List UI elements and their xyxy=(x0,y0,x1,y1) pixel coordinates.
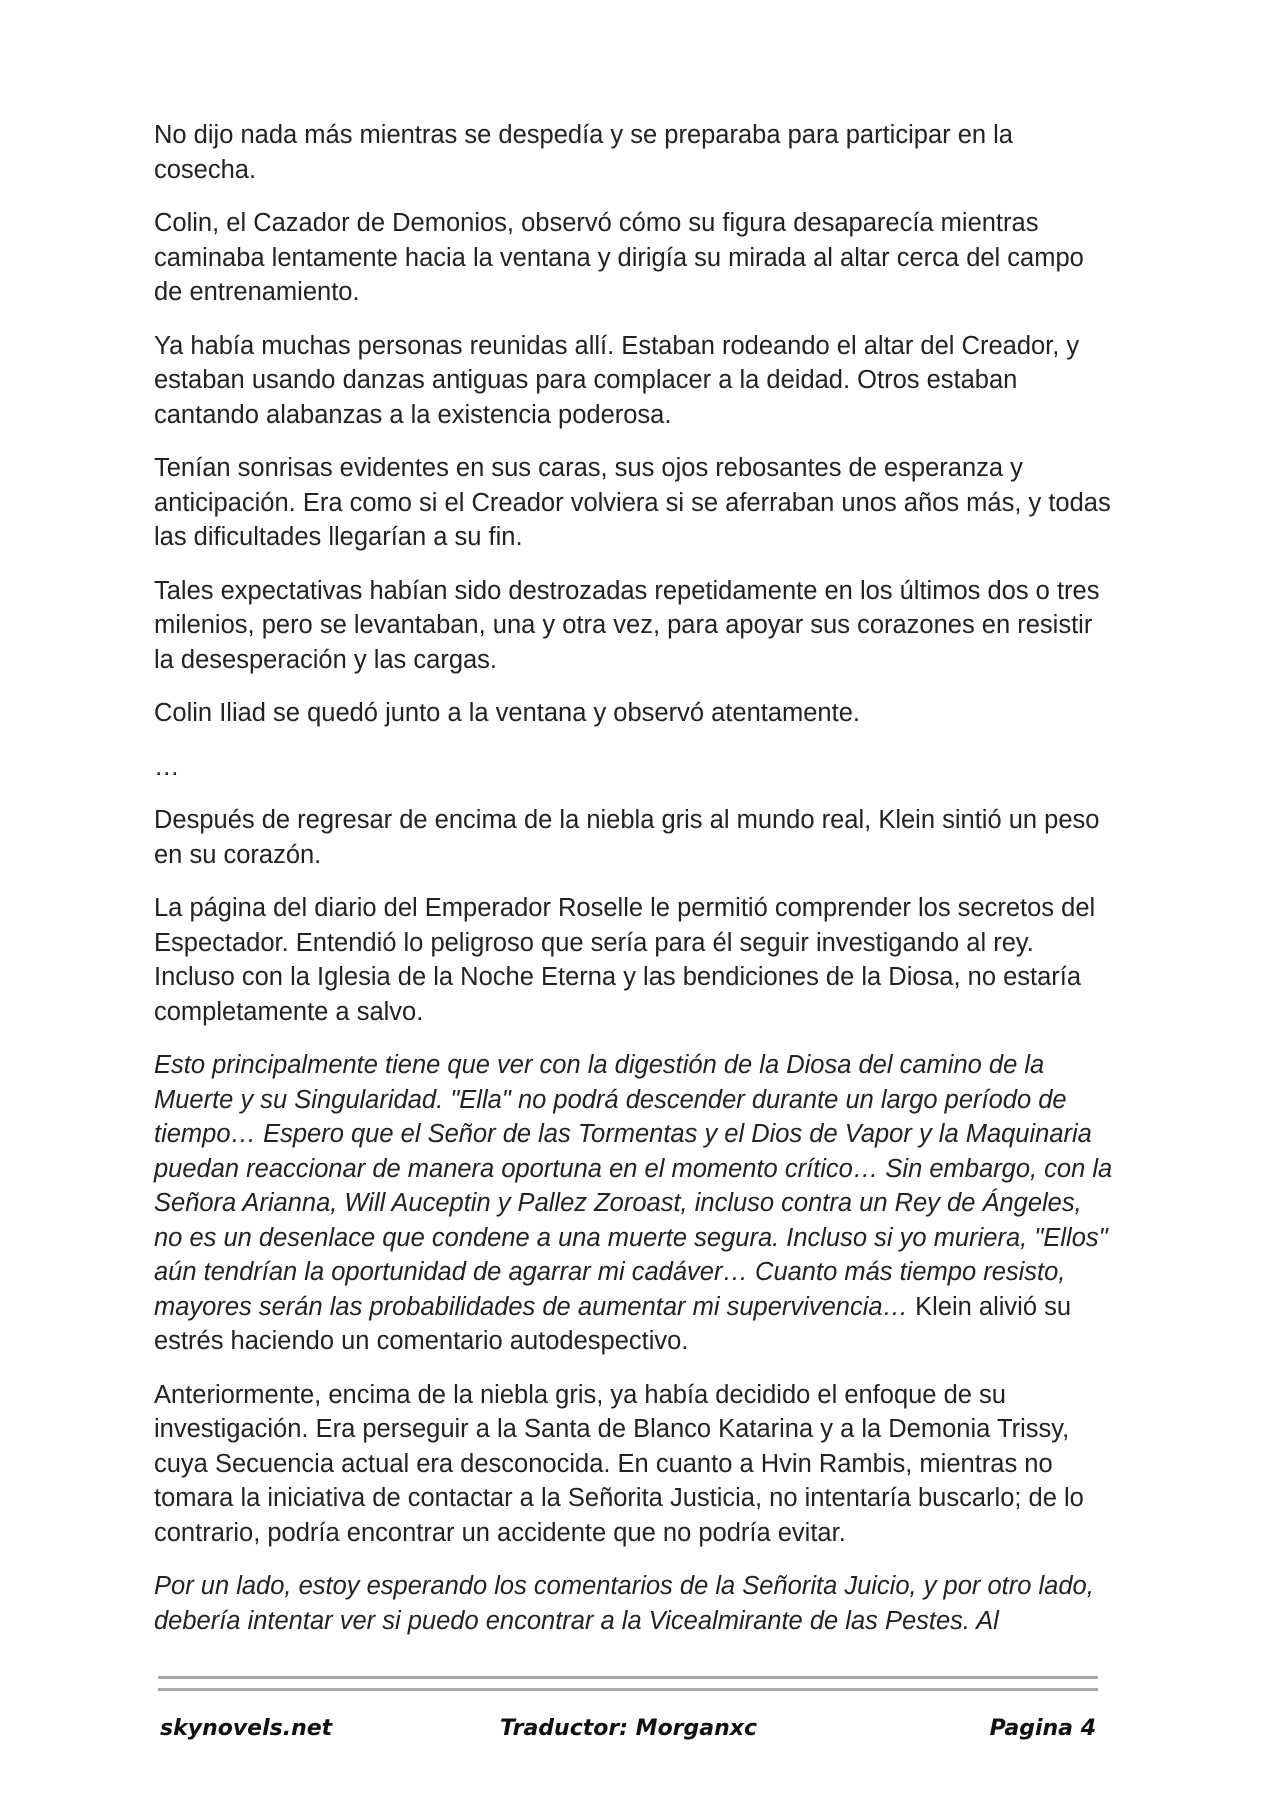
paragraph-6: Colin Iliad se quedó junto a la ventana y observó atentamente. xyxy=(154,699,860,727)
paragraph-1: No dijo nada más mientras se despedía y se preparaba para participar en la cosecha. xyxy=(154,121,1013,184)
paragraph-2: Colin, el Cazador de Demonios, observó cómo su figura desaparecía mientras caminaba lentamente hacia la ventana y dirigía su mirada al altar cerca del campo de entrenamiento. xyxy=(154,209,1084,306)
paragraph-10: Anteriormente, encima de la niebla gris, ya había decidido el enfoque de su investigación. Era perseguir a la Santa de Blanco Katarina y a la Demonia Trissy, cuya Secuencia actual era desconocida. En cuanto a Hvin Rambis, mientras no tomara la iniciativa de contactar a la Señorita Justicia, no intentaría buscarlo; de lo contrario, podría encontrar un accidente que no podría evitar. xyxy=(154,1380,1084,1547)
page-footer xyxy=(160,1716,1096,1750)
footer-divider-bottom xyxy=(158,1688,1098,1691)
narration-text: Klein alivió su estrés haciendo un comentario autodespectivo. xyxy=(154,1292,1072,1355)
inner-thought-text: Esto principalmente tiene que ver con la digestión de la Diosa del camino de la Muerte y su Singularidad. "Ella" no podrá descender durante un largo período de tiempo… Espero que el Señor de las Tormentas y el Dios de Vapor y la Maquinaria puedan reaccionar de manera oportuna en el momento crítico… Sin embargo, con la Señora Arianna, Will Auceptin y Pallez Zoroast, incluso contra un Rey de Ángeles, no es un desenlace que condene a una muerte segura. Incluso si yo muriera, "Ellos" aún tendrían la oportunidad de agarrar mi cadáver… Cuanto más tiempo resisto, mayores serán las probabilidades de aumentar mi supervivencia… xyxy=(154,1051,1113,1321)
footer-page-number: Pagina 4 xyxy=(989,1716,1096,1741)
paragraph-9 xyxy=(154,1048,1114,1359)
scene-break: … xyxy=(154,752,180,781)
footer-translator: Traductor: Morganxc xyxy=(500,1716,758,1741)
paragraph-4: Tenían sonrisas evidentes en sus caras, sus ojos rebosantes de esperanza y anticipación. Era como si el Creador volviera si se aferraban unos años más, y todas las dificultades llegarían a su fin. xyxy=(154,454,1111,551)
paragraph-3: Ya había muchas personas reunidas allí. Estaban rodeando el altar del Creador, y estaban usando danzas antiguas para complacer a la deidad. Otros estaban cantando alabanzas a la existencia poderosa. xyxy=(154,331,1080,429)
body-text xyxy=(154,118,1114,1657)
footer-divider-top xyxy=(158,1676,1098,1679)
paragraph-5: Tales expectativas habían sido destrozadas repetidamente en los últimos dos o tres milenios, pero se levantaban, una y otra vez, para apoyar sus corazones en resistir la desesperación y las cargas. xyxy=(154,576,1100,674)
paragraph-8: La página del diario del Emperador Roselle le permitió comprender los secretos del Espectador. Entendió lo peligroso que sería para él seguir investigando al rey. Incluso con la Iglesia de la Noche Eterna y las bendiciones de la Diosa, no estaría completamente a salvo. xyxy=(154,894,1096,1026)
paragraph-7: Después de regresar de encima de la niebla gris al mundo real, Klein sintió un peso en su corazón. xyxy=(154,806,1100,869)
paragraph-11: Por un lado, estoy esperando los comentarios de la Señorita Juicio, y por otro lado, debería intentar ver si puedo encontrar a la Vicealmirante de las Pestes. Al xyxy=(154,1572,1094,1635)
footer-site: skynovels.net xyxy=(160,1716,333,1741)
